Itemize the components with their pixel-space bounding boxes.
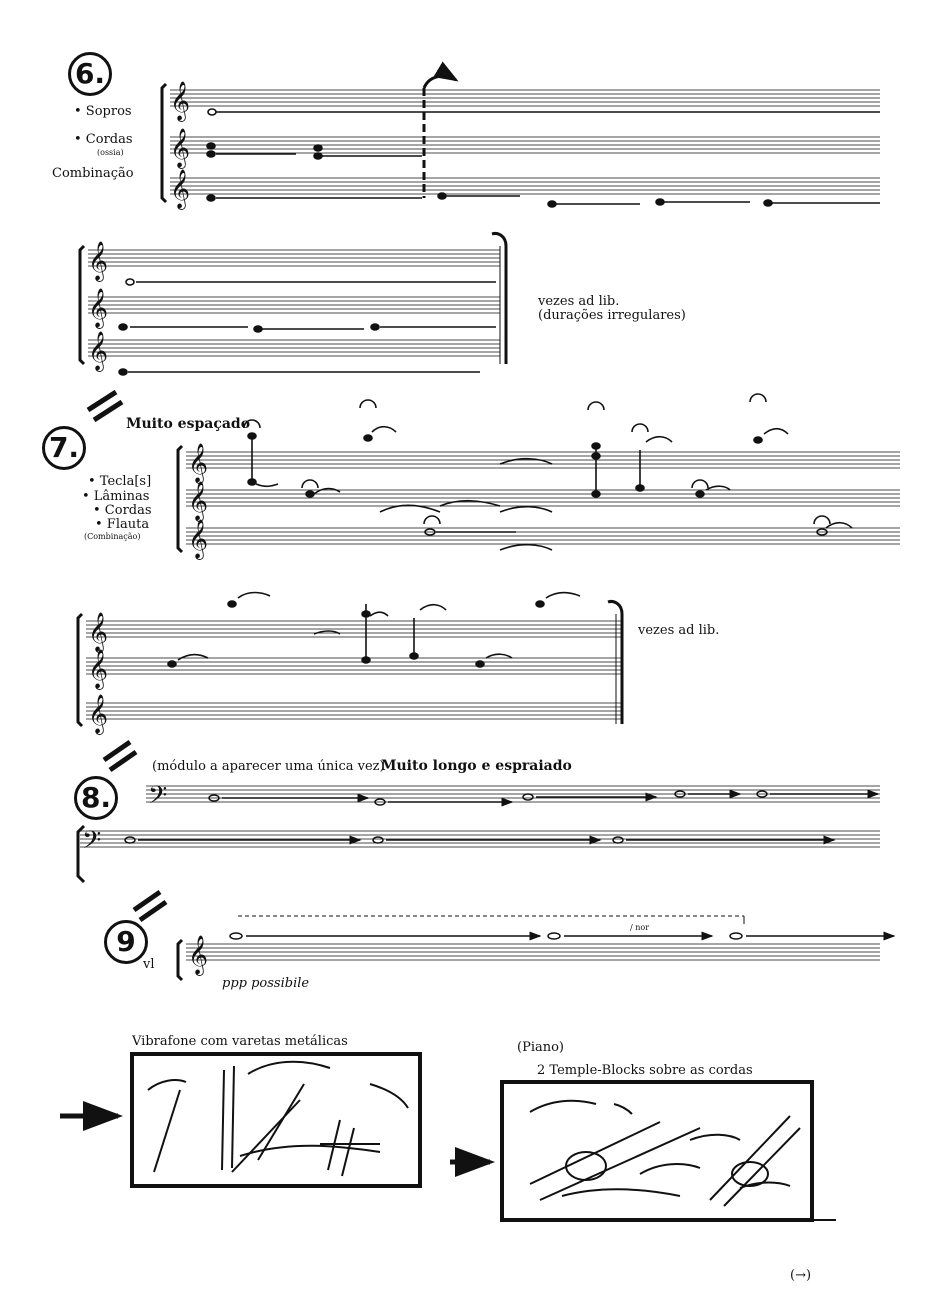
svg-text:𝄞: 𝄞: [88, 331, 109, 371]
module-9-number: 9: [104, 920, 148, 964]
temple-blocks-title: 2 Temple-Blocks sobre as cordas: [537, 1063, 753, 1078]
module-6-number: 6.: [68, 52, 112, 96]
module-8-tempo: Muito longo e espraiado: [381, 758, 572, 774]
svg-text:𝄞: 𝄞: [88, 241, 109, 281]
vibraphone-title: Vibrafone com varetas metálicas: [132, 1034, 348, 1049]
instrument-teclas: • Tecla[s]: [88, 474, 152, 489]
instrument-flauta: • Flauta: [95, 517, 150, 532]
svg-text:𝄞: 𝄞: [188, 443, 209, 483]
module-9-notes: [230, 916, 894, 939]
module-8-instruction: (módulo a aparecer uma única vez): [152, 759, 385, 774]
instrument-sopros: • Sopros: [74, 104, 132, 119]
svg-text:𝄞: 𝄞: [188, 935, 209, 975]
svg-text:𝄞: 𝄞: [170, 81, 191, 121]
svg-text:𝄞: 𝄞: [170, 128, 191, 168]
svg-text:𝄞: 𝄞: [188, 481, 209, 521]
module-9-dynamic: ppp possibile: [222, 976, 310, 991]
module-8-staves: [80, 786, 880, 847]
module-9-instrument: vl: [143, 957, 155, 972]
piano-label: (Piano): [517, 1040, 564, 1055]
module-7-notes: [168, 394, 852, 724]
temple-blocks-graphic: [450, 1082, 836, 1220]
module-6b-staves: [88, 250, 500, 356]
module-7-number: 7.: [42, 426, 86, 470]
svg-text:𝄞: 𝄞: [88, 288, 109, 328]
instrument-ossia: (ossia): [97, 148, 124, 157]
svg-text:𝄞: 𝄞: [88, 694, 109, 734]
svg-text:𝄞: 𝄞: [170, 169, 191, 209]
instrument-cordas: • Cordas: [74, 132, 133, 147]
instrument-combinacao: Combinação: [52, 166, 134, 181]
page-turn-indicator: (→): [790, 1268, 812, 1283]
module-6-repeat-text: vezes ad lib.: [538, 294, 620, 309]
module-9-staff: [186, 944, 880, 960]
module-7-staves: [186, 452, 900, 544]
module-7-repeat-text: vezes ad lib.: [638, 623, 720, 638]
module-7-tempo: Muito espaçado: [126, 416, 251, 432]
module-9-technique: / nor: [630, 923, 650, 932]
instrument-laminas: • Lâminas: [82, 489, 150, 504]
module-6-notes: [119, 76, 880, 375]
module-6-staves: [170, 90, 880, 194]
svg-text:𝄞: 𝄞: [188, 519, 209, 559]
svg-text:𝄞: 𝄞: [88, 649, 109, 689]
svg-text:𝄢: 𝄢: [82, 826, 102, 861]
svg-text:𝄢: 𝄢: [148, 781, 168, 816]
svg-text:𝄞: 𝄞: [88, 612, 109, 652]
instrument-cordas-7: • Cordas: [93, 503, 152, 518]
vibraphone-graphic: [60, 1054, 420, 1186]
module-6-repeat-note: (durações irregulares): [538, 308, 686, 323]
instrument-combinacao-7: (Combinação): [84, 532, 141, 541]
module-8-number: 8.: [74, 776, 118, 820]
clefs: [82, 81, 208, 976]
module-7b-staves: [86, 621, 622, 719]
